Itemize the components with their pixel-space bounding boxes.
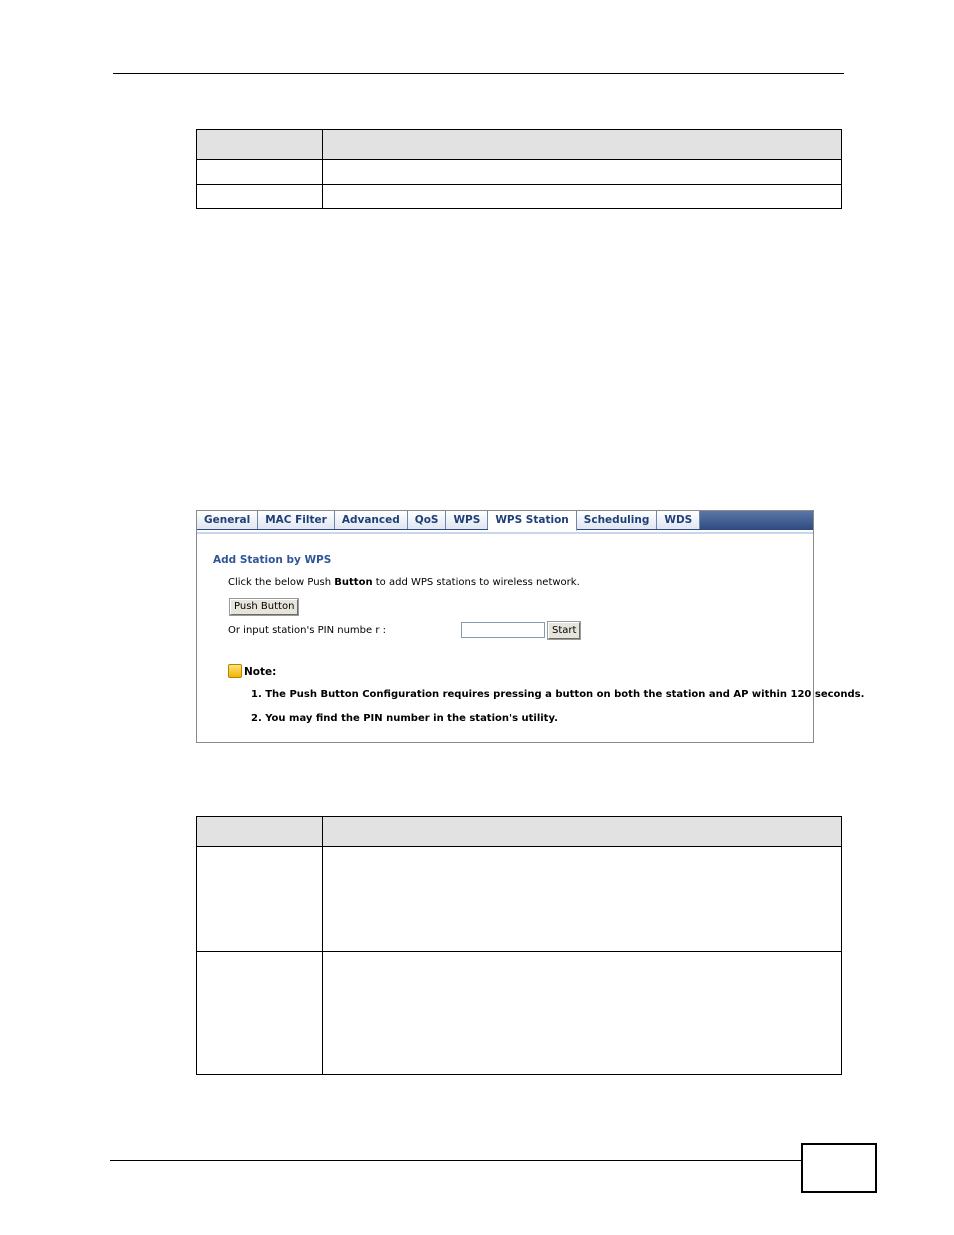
top-table-cell	[323, 185, 842, 209]
push-button[interactable]: Push Button	[230, 599, 298, 615]
page-number-box	[801, 1143, 877, 1193]
tab-advanced[interactable]: Advanced	[335, 511, 408, 529]
bottom-table-cell	[197, 847, 323, 952]
tab-wds[interactable]: WDS	[657, 511, 700, 529]
header-rule	[113, 73, 844, 74]
tab-wps[interactable]: WPS	[446, 511, 488, 529]
tab-wps-station[interactable]: WPS Station	[488, 511, 576, 531]
bottom-table-cell	[323, 847, 842, 952]
tab-qos[interactable]: QoS	[408, 511, 447, 529]
bottom-table-cell	[197, 952, 323, 1075]
start-button[interactable]: Start	[548, 622, 580, 639]
push-instruction	[228, 577, 580, 588]
bottom-table-cell	[323, 952, 842, 1075]
instruction-prefix: Click the below Push	[228, 577, 335, 588]
note-item: 1. The Push Button Configuration requires pressing a button on both the station and AP within 120 seconds.	[251, 689, 865, 700]
note-icon	[228, 664, 242, 678]
tab-general[interactable]: General	[197, 511, 258, 529]
tab-scheduling[interactable]: Scheduling	[577, 511, 658, 529]
top-table-cell	[197, 160, 323, 185]
pin-input[interactable]	[461, 622, 545, 638]
tab-mac-filter[interactable]: MAC Filter	[258, 511, 335, 529]
note-label: Note:	[244, 666, 277, 678]
section-title: Add Station by WPS	[213, 554, 332, 566]
note-item: 2. You may find the PIN number in the station's utility.	[251, 713, 558, 724]
top-table-header-cell	[197, 130, 323, 160]
wps-station-panel	[196, 510, 865, 743]
top-table-cell	[197, 185, 323, 209]
bottom-table-header-cell	[323, 817, 842, 847]
instruction-bold: Button	[334, 577, 373, 588]
top-table	[196, 129, 842, 209]
tab-underline	[197, 532, 813, 534]
pin-label: Or input station's PIN numbe r :	[228, 625, 387, 636]
bottom-table	[196, 816, 842, 1075]
bottom-table-header-cell	[197, 817, 323, 847]
top-table-cell	[323, 160, 842, 185]
footer-rule	[110, 1160, 802, 1161]
instruction-suffix: to add WPS stations to wireless network.	[372, 577, 580, 588]
top-table-header-cell	[323, 130, 842, 160]
tab-bar	[197, 511, 813, 530]
